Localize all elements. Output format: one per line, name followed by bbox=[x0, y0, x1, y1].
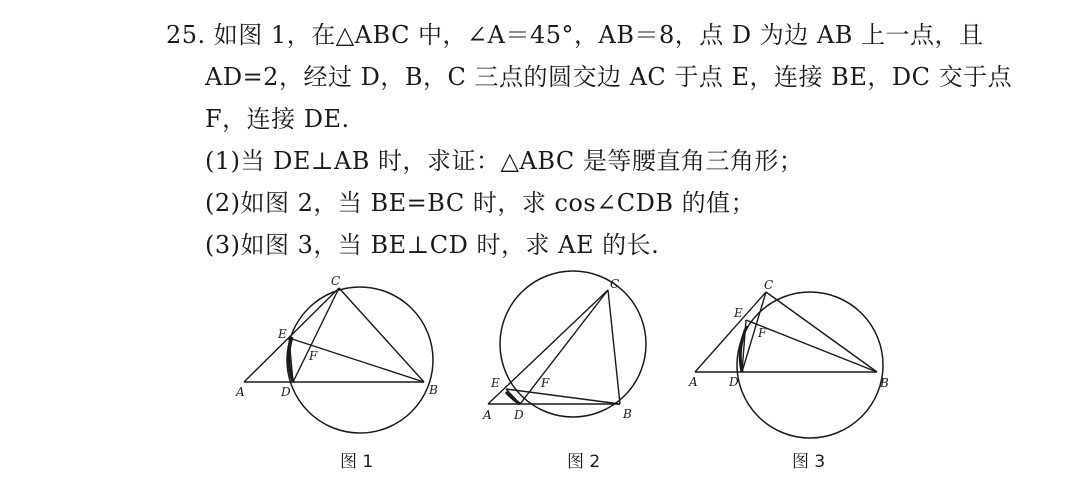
fig2-caption: 图 2 bbox=[567, 452, 601, 472]
fig3-label-f: F bbox=[758, 326, 767, 340]
fig3-label-a: A bbox=[689, 375, 698, 389]
fig2-segment-dc bbox=[520, 290, 608, 404]
figure-3 bbox=[688, 278, 889, 472]
fig1-label-b: B bbox=[429, 383, 438, 397]
fig3-label-d: D bbox=[729, 375, 739, 389]
part-1-question: (1)当 DE⊥AB 时，求证：△ABC 是等腰直角三角形； bbox=[205, 147, 804, 175]
fig2-label-d: D bbox=[514, 408, 524, 422]
fig3-label-c: C bbox=[764, 278, 774, 292]
problem-line-2: AD=2，经过 D，B，C 三点的圆交边 AC 于点 E，连接 BE，DC 交于点 bbox=[205, 63, 1013, 91]
fig2-label-b: B bbox=[623, 407, 632, 421]
fig3-caption: 图 3 bbox=[792, 452, 826, 472]
fig1-label-e: E bbox=[278, 327, 287, 341]
fig3-label-b: B bbox=[880, 376, 889, 390]
fig1-label-d: D bbox=[281, 385, 291, 399]
fig2-label-c: C bbox=[610, 277, 620, 291]
fig1-label-c: C bbox=[331, 274, 341, 288]
part-2-question: (2)如图 2，当 BE=BC 时，求 cos∠CDB 的值； bbox=[205, 189, 756, 217]
fig2-label-a: A bbox=[483, 408, 492, 422]
figure-2 bbox=[482, 271, 646, 472]
part-3-question: (3)如图 3，当 BE⊥CD 时，求 AE 的长. bbox=[205, 231, 660, 259]
fig3-label-e: E bbox=[734, 306, 743, 320]
fig2-circle bbox=[500, 271, 646, 417]
fig3-segment-ac bbox=[695, 292, 766, 372]
fig1-caption: 图 1 bbox=[340, 452, 374, 472]
fig1-label-a: A bbox=[236, 385, 245, 399]
problem-line-1: 25. 如图 1，在△ABC 中，∠A＝45°，AB＝8，点 D 为边 AB 上一点，且 bbox=[166, 21, 984, 49]
figure-1 bbox=[235, 274, 438, 472]
problem-line-3: F，连接 DE. bbox=[205, 105, 350, 133]
fig1-label-f: F bbox=[309, 349, 318, 363]
fig2-label-f: F bbox=[541, 376, 550, 390]
fig2-segment-bc bbox=[608, 290, 620, 404]
fig2-label-e: E bbox=[491, 376, 500, 390]
fig3-segment-bc bbox=[766, 292, 877, 372]
